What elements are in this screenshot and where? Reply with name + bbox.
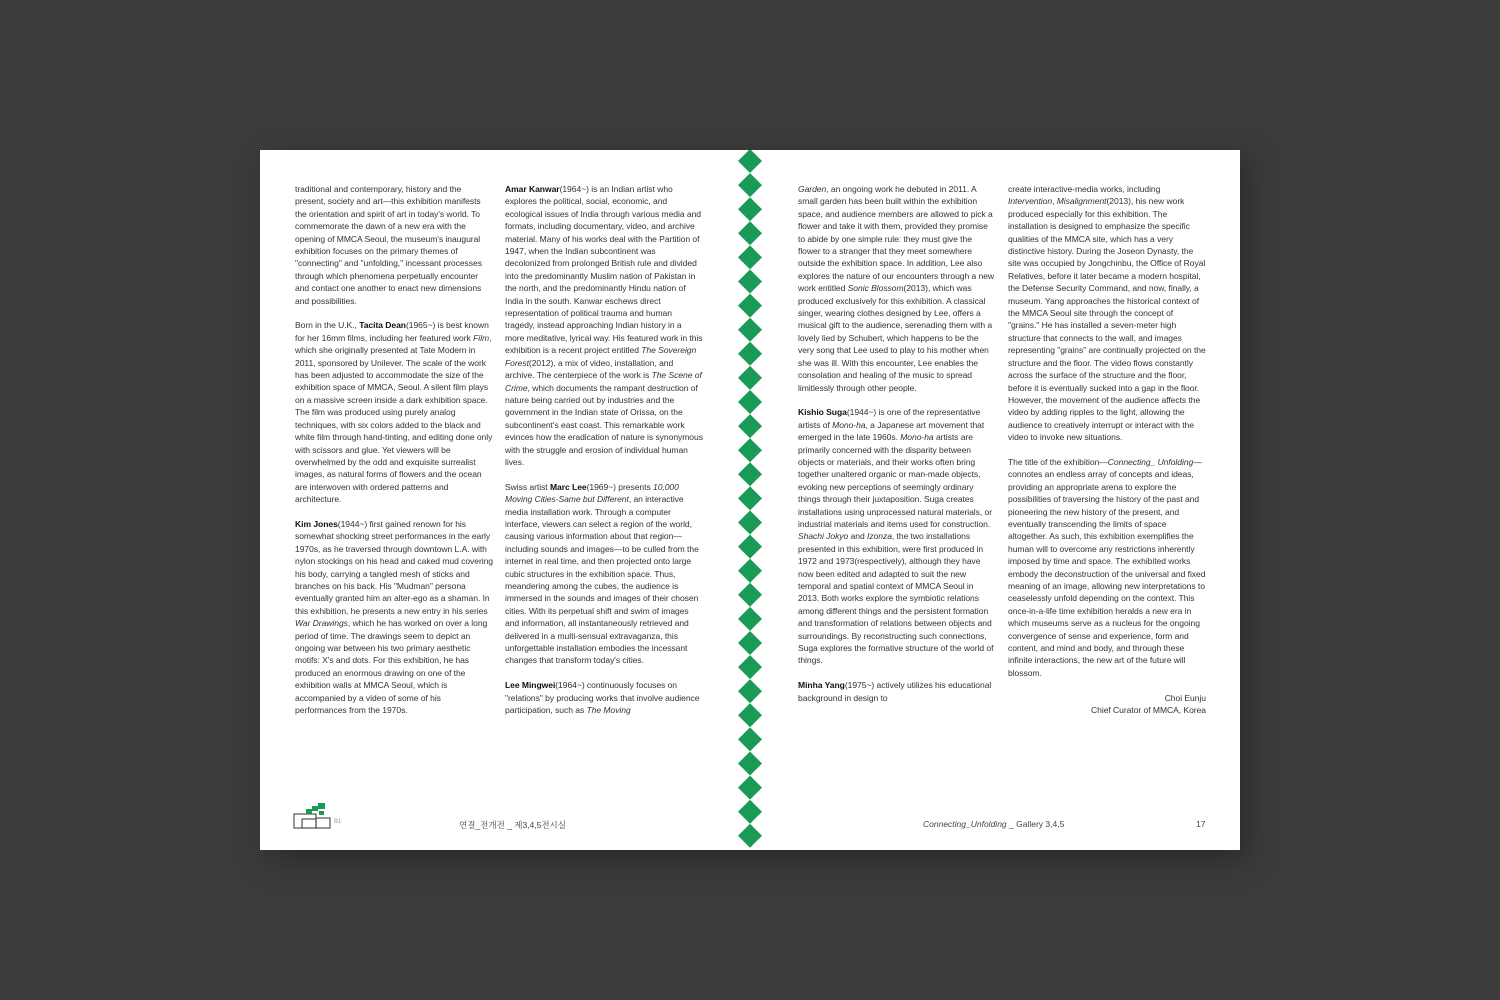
paragraph: create interactive-media works, including Intervention, Misalignment(2013), his new work produced especially for this exhibition. The installation is designed to emphasize the specific qualities of the MMCA site, which has a very distinctive history. During the Joseon Dynasty, the site was occupied by Jongchinbu, the Office of Royal Relatives, before it later became a modern hospital, the Defense Security Command, and now, finally, a museum. Yang approaches the historical context of the MMCA Seoul site through the concept of "grains." He has installed a seven-meter high structure that connects to the wall, and images representing "grains" are continually projected on the structure and the floor. The video flows constantly across the surface of the structure and the floor, before it is eventually sucked into a gap in the floor. However, the movement of the audience affects the video by adding ripples to the light, allowing the audience to creatively interrupt or interact with the video to invoke new situations. (1008, 184, 1206, 443)
signature-name: Choi Eunju (1164, 692, 1206, 703)
work-title: Misalignment (1056, 196, 1107, 207)
paragraph: Lee Mingwei(1964~) continuously focuses on "relations" by producing works that involve audience participation, such as The Moving (505, 680, 700, 716)
text-column-3 (798, 183, 996, 716)
paragraph: Kim Jones(1944~) first gained renown for his somewhat shocking street performances in the early 1970s, as he traversed through downtown L.A. with nylon stockings on his head and caked mud covering his body, carrying a tangled mesh of sticks and branches on his back. His "Mudman" persona eventually granted him an alter-ego as a shaman. In this exhibition, he presents a new entry in his series War Drawings, which he has worked on over a long period of time. The drawings seem to depict an ongoing war between his two primary aesthetic motifs: X's and dots. For this exhibition, he has produced an enormous drawing on one of the exhibition walls at MMCA Seoul, which is accompanied by a video of some of his performances from the 1970s. (295, 518, 494, 716)
artist-name: Kim Jones (295, 518, 338, 529)
paragraph: Amar Kanwar(1964~) is an Indian artist who explores the political, social, economic, and ecological issues of India through various media and formats, including documentary, video, and archive material. Many of his works deal with the Partition of 1947, when the Indian subcontinent was decolonized from prolonged British rule and divided into the predominantly Muslim nation of Pakistan in the north, and the predominantly Hindu nation of India in the south. Kanwar eschews direct representation of political trauma and human tragedy, instead approaching Indian history in a more meditative, lyrical way. His featured work in this exhibition is a recent project entitled The Sovereign Forest(2012), a mix of video, installation, and archive. The centerpiece of the work is The Scene of Crime, which documents the rampant destruction of nature being carried out by industries and the government in the Indian state of Orissa, on the subcontinent's east coast. This remarkable work evinces how the eradication of nature is synonymous with the struggle and erosion of individual human lives. (505, 184, 703, 467)
footer-title-korean: 연결_전개전 _ 제3,4,5전시실 (459, 820, 566, 830)
book-spread (260, 150, 1240, 850)
work-title: The Moving (586, 705, 631, 716)
spine-diamond (738, 342, 762, 366)
paragraph: traditional and contemporary, history and the present, society and art—this exhibition manifests the orientation and spirit of art in today's world. To commemorate the dawn of a new era with the opening of MMCA Seoul, the museum's inaugural exhibition focuses on the primary themes of "connecting" and "unfolding," incessant processes through which phenomena perpetually encounter and contact one another to enact new dimensions and possibilities. (295, 184, 482, 306)
work-title: War Drawings (295, 618, 348, 629)
spine-diamond (738, 703, 762, 727)
work-title: Mono-ha (832, 419, 866, 430)
work-title: Garden (798, 184, 827, 194)
artist-name: Amar Kanwar (505, 184, 560, 194)
spine-diamond (738, 535, 762, 559)
work-title: Izonza (867, 531, 892, 542)
spine-diamond (738, 150, 762, 173)
spine-diamond (738, 824, 762, 848)
work-title: The Sovereign Forest (505, 345, 697, 368)
spine-diamond (738, 270, 762, 294)
paragraph: Swiss artist Marc Lee(1969~) presents 10,000 Moving Cities-Same but Different, an interactive media installation work. Through a computer interface, viewers can select a region of the world, causing various information about that region—including sounds and images—to be culled from the internet in real time, and then projected onto large cubic structures in the exhibition space. Thus, meandering among the cubes, the audience is immersed in the sounds and images of their chosen cities. With its perpetual shift and swim of images and information, all instantaneously retrieved and delivered in a multi-sensual extravaganza, this unforgettable installation embodies the incessant changes that transform today's cities. (505, 481, 699, 666)
spine-diamond (738, 245, 762, 269)
artist-name: Minha Yang (798, 680, 845, 691)
spine-diamond (738, 607, 762, 631)
spine-diamond (738, 414, 762, 438)
artist-name: Tacita Dean (359, 320, 406, 331)
spine-diamond (738, 173, 762, 197)
spine-diamond (738, 294, 762, 318)
paragraph: The title of the exhibition—Connecting_ Unfolding—connotes an endless array of concepts and ideas, providing an appropriate arena to explore the possibilities of traversing the history of the past and pioneering the new history of the present, and eventually transcending the limits of space altogether. As such, this exhibition exemplifies the human will to overcome any restrictions inherently imposed by time and space. The exhibited works embody the deconstruction of the universal and fixed meaning of an image, allowing new interpretations to ceaselessly unfold depending on the context. This once-in-a-life time exhibition heralds a new era in which museums serve as a nucleus for the ongoing convergence of sense and experience, form and content, and mind and body, and through these infinite interactions, the new art of the future will blossom. (1008, 456, 1206, 678)
work-title: The Scene of Crime (505, 370, 702, 393)
spine-diamond (738, 318, 762, 342)
spine-diamond (738, 655, 762, 679)
spine-diamond (738, 752, 762, 776)
artist-name: Lee Mingwei (505, 680, 556, 691)
work-title: Shachi Jokyo (798, 531, 849, 542)
paragraph: Minha Yang(1975~) actively utilizes his educational background in design to (798, 680, 992, 703)
text-column-1 (295, 183, 493, 729)
footer-title-english: Connecting_Unfolding _ Gallery 3,4,5 (923, 819, 1065, 829)
signature-title: Chief Curator of MMCA, Korea (1091, 705, 1206, 716)
spine-diamond (738, 197, 762, 221)
work-title: Film (473, 332, 490, 343)
artist-name: Kishio Suga (798, 407, 847, 418)
spine-diamond (738, 438, 762, 462)
paragraph: Kishio Suga(1944~) is one of the representative artists of Mono-ha, a Japanese art movement that emerged in the late 1960s. Mono-ha artists are primarily concerned with the disparity between objects or materials, and their works often bring together unaltered organic or man-made objects, evoking new perceptions of seemingly ordinary things through their juxtaposition. Suga creates installations using unprocessed natural materials, or industrial materials and items used for construction. Shachi Jokyo and Izonza, the two installations presented in this exhibition, were first produced in 1972 and 1973(respectively), although they have now been edited and adapted to suit the new temporal and spatial context of MMCA Seoul in 2013. Both works explore the symbiotic relations among different things and the persistent formation and transformation of relations between objects and surroundings. By reconstructing such connections, Suga explores the formative structure of the world of things. (798, 407, 994, 666)
mmca-logo-icon (293, 802, 333, 832)
text-column-2 (505, 183, 703, 729)
work-title: Connecting_ Unfolding (1107, 456, 1194, 467)
spine-diamond (738, 679, 762, 703)
artist-name: Marc Lee (549, 481, 587, 492)
spine-diamond-pattern (738, 150, 762, 850)
spine-diamond (738, 390, 762, 414)
page-number: 17 (1196, 819, 1206, 829)
work-title: 10,000 Moving Cities-Same but Different (505, 481, 679, 505)
paragraph: Garden, an ongoing work he debuted in 2011. A small garden has been built within the exhibition space, and audience members are allowed to pick a flower and take it with them, provided they promise to abide by one simple rule: they must give the flower to a stranger that they meet somewhere outside the exhibition space. In addition, Lee also explores the nature of our encounters through a new work entitled Sonic Blossom(2013), which was produced exclusively for this exhibition. A classical singer, wearing clothes designed by Lee, offers a musical gift to the audience, serenading them with a lovely lied by Schubert, which happens to be the very song that Lee used to play to his mother when she was ill. With this encounter, Lee enables the consolation and healing of the music to spread limitlessly through other people. (798, 184, 995, 393)
paragraph: Born in the U.K., Tacita Dean(1965~) is best known for her 16mm films, including her featured work Film, which she originally presented at Tate Modern in 2011, sponsored by Unilever. The scale of the work has been adjusted to accommodate the size of the exhibition space of MMCA, Seoul. A silent film plays on a massive screen inside a dark exhibition space. The film was produced using purely analog techniques, with six colors added to the black and white film through hand-tinting, and editing done only with scissors and glue. Yet viewers will be overwhelmed by the odd and exquisite surrealist images, as natural forms of flowers and the ocean are interwoven with ordered patterns and architecture. (295, 320, 493, 505)
work-title: Intervention (1008, 196, 1053, 207)
spine-diamond (738, 221, 762, 245)
spine-diamond (738, 462, 762, 486)
spine-diamond (738, 559, 762, 583)
spine-diamond (738, 631, 762, 655)
spine-diamond (738, 583, 762, 607)
text-column-4 (1008, 183, 1206, 716)
spine-diamond (738, 366, 762, 390)
spine-diamond (738, 776, 762, 800)
spine-diamond (738, 727, 762, 751)
page-mark: B1 (334, 819, 342, 825)
work-title: Sonic Blossom (847, 283, 904, 294)
spine-diamond (738, 511, 762, 535)
work-title: Mono-ha (900, 432, 934, 443)
spine-diamond (738, 800, 762, 824)
spine-diamond (738, 486, 762, 510)
